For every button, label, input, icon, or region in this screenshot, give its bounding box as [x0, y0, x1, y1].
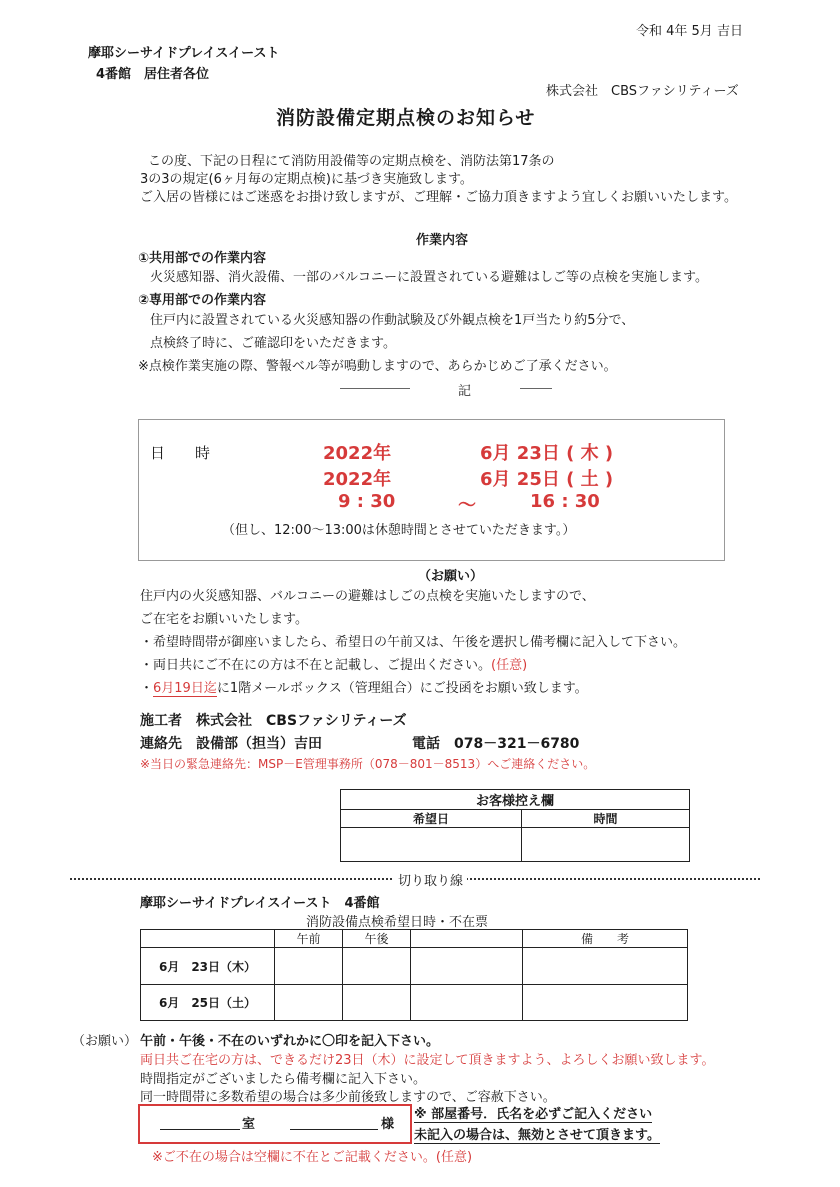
schedule-time-end: 16 : 30 [530, 491, 600, 512]
am-cell-25[interactable] [275, 985, 343, 1021]
customer-copy-col-time: 時間 [522, 810, 690, 828]
row-date-25: 6月 25日（土） [141, 985, 275, 1021]
table-row [141, 948, 688, 985]
footer-note-2: 未記入の場合は、無効とさせて頂きます。 [414, 1124, 660, 1144]
page-title: 消防設備定期点検のお知らせ [276, 107, 536, 129]
request-line-5 [140, 677, 588, 697]
request-line-2: ご在宅をお願いいたします。 [140, 612, 308, 627]
request-heading: （お願い） [418, 569, 484, 584]
alarm-note: ※点検作業実施の際、警報ベル等が鳴動しますので、あらかじめご了承ください。 [138, 359, 617, 374]
header-note: 備 考 [523, 930, 688, 948]
note-cell-23[interactable] [523, 948, 688, 985]
contact-department: 連絡先 設備部（担当）吉田 [140, 736, 322, 752]
row-date-23: 6月 23日（木） [141, 948, 275, 985]
schedule-year-2: 2022年 [323, 469, 392, 490]
common-area-text: 火災感知器、消火設備、一部のバルコニーに設置されている避難はしご等の点検を実施します。 [150, 270, 708, 285]
schedule-tilde: ～ [458, 495, 476, 516]
deadline: 6月19日迄 [153, 677, 217, 697]
header-am: 午前 [275, 930, 343, 948]
header-pm: 午後 [343, 930, 411, 948]
company-name: 株式会社 CBSファシリティーズ [546, 84, 739, 99]
common-area-heading: ①共用部での作業内容 [138, 251, 267, 266]
contact-phone: 電話 078－321－6780 [412, 736, 580, 752]
ki-divider-right [520, 388, 552, 389]
header-blank-2 [411, 930, 523, 948]
am-cell-23[interactable] [275, 948, 343, 985]
footer-line-3: 時間指定がございましたら備考欄に記入下さい。 [140, 1072, 427, 1087]
availability-table [140, 929, 688, 1021]
bullet: ・ [140, 681, 154, 696]
footer-note-3: ※ご不在の場合は空欄に不在とご記載ください。(任意) [152, 1150, 473, 1165]
issue-date: 令和 4年 5月 吉日 [636, 24, 743, 39]
schedule-label: 日 時 [150, 444, 211, 462]
customer-copy-table [340, 789, 690, 862]
intro-line-2: 3の3の規定(6ヶ月毎の定期点検)に基づき実施致します。 [140, 172, 473, 187]
break-note: （但し、12:00～13:00は休憩時間とさせていただきます。） [222, 523, 576, 538]
schedule-year-1: 2022年 [323, 443, 392, 464]
request-line-1: 住戸内の火災感知器、バルコニーの避難はしごの点検を実施いたしますので、 [140, 589, 595, 604]
footer-onegai: （お願い） [72, 1034, 138, 1049]
schedule-box [138, 419, 725, 561]
form-heading: 摩耶シーサイドプレイスイースト 4番館 [140, 896, 380, 911]
request-line-4-text: ・両日共にご不在にの方は不在と記載し、ご提出ください。 [140, 658, 492, 673]
footer-line-2: 両日共ご在宅の方は、できるだけ23日（木）に設定して頂きますよう、よろしくお願い致します。 [140, 1053, 715, 1068]
intro-line-1: この度、下記の日程にて消防用設備等の定期点検を、消防法第17条の [148, 154, 555, 169]
ki-divider-left [340, 388, 410, 389]
schedule-date-1: 6月 23日 ( 木 ) [480, 443, 614, 464]
customer-copy-date-cell[interactable] [341, 828, 522, 862]
note-cell-25[interactable] [523, 985, 688, 1021]
emergency-contact: ※当日の緊急連絡先：MSP－E管理事務所（078－801－8513）へご連絡ください。 [140, 757, 596, 771]
request-line-4 [140, 654, 527, 673]
footer-line-1: 午前・午後・不在のいずれかに〇印を記入下さい。 [140, 1034, 440, 1049]
request-line-5-text: に1階メールボックス（管理組合）にご投函をお願い致します。 [216, 681, 588, 696]
intro-line-3: ご入居の皆様にはご迷惑をお掛け致しますが、ご理解・ご協力頂きますよう宜しくお願いいたします。 [140, 190, 737, 205]
sama-label: 様 [381, 1117, 395, 1132]
absent-cell-23[interactable] [411, 948, 523, 985]
table-row [141, 985, 688, 1021]
private-area-text-2: 点検終了時に、ご確認印をいただきます。 [150, 336, 396, 351]
customer-copy-time-cell[interactable] [522, 828, 690, 862]
private-area-heading: ②専用部での作業内容 [138, 293, 267, 308]
cut-line-label: 切り取り線 [394, 870, 467, 889]
recipient-building: 摩耶シーサイドプレイスイースト [88, 46, 280, 61]
ki-mark: 記 [458, 384, 472, 399]
work-heading: 作業内容 [416, 233, 469, 248]
schedule-time-start: 9 : 30 [338, 491, 396, 512]
private-area-text-1: 住戸内に設置されている火災感知器の作動試験及び外観点検を1戸当たり約5分で、 [150, 313, 635, 328]
absent-cell-25[interactable] [411, 985, 523, 1021]
footer-note-1: ※ 部屋番号．氏名を必ずご記入ください [414, 1103, 652, 1123]
form-subheading: 消防設備点検希望日時・不在票 [306, 915, 489, 930]
schedule-date-2: 6月 25日 ( 土 ) [480, 469, 614, 490]
request-line-3: ・希望時間帯が御座いましたら、希望日の午前又は、午後を選択し備考欄に記入して下さい。 [140, 635, 687, 650]
resident-name-field[interactable] [290, 1115, 378, 1130]
contractor-line: 施工者 株式会社 CBSファシリティーズ [140, 713, 407, 729]
header-blank [141, 930, 275, 948]
customer-copy-col-date: 希望日 [341, 810, 522, 828]
pm-cell-23[interactable] [343, 948, 411, 985]
room-label: 室 [242, 1117, 256, 1132]
pm-cell-25[interactable] [343, 985, 411, 1021]
footer-line-4: 同一時間帯に多数希望の場合は多少前後致しますので、ご容赦下さい。 [140, 1090, 556, 1105]
room-number-field[interactable] [160, 1115, 240, 1130]
recipient-residents: 4番館 居住者各位 [96, 67, 210, 82]
optional-tag: (任意) [491, 658, 528, 673]
customer-copy-title: お客様控え欄 [341, 790, 690, 810]
